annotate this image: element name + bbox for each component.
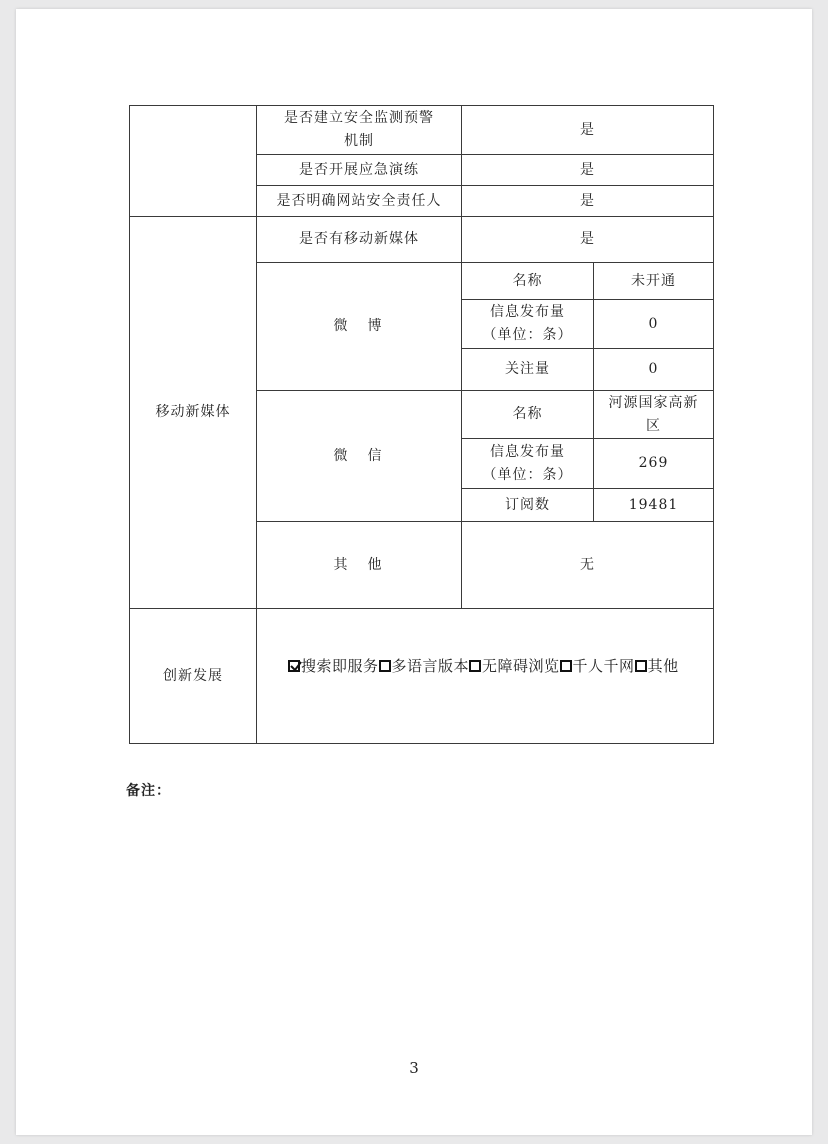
- innovation-options: [288, 655, 679, 676]
- wechat-name-value: 河源国家高新 区: [608, 394, 699, 434]
- weibo-posts-label: 信息发布量 （单位：条）: [482, 304, 573, 343]
- monitoring-value: 是: [580, 121, 595, 138]
- option-label: 多语言版本: [391, 657, 470, 675]
- weibo-followers-label: 关注量: [505, 361, 550, 377]
- option-personalized[interactable]: [560, 655, 635, 676]
- option-other[interactable]: [635, 655, 679, 676]
- other-label: 其 他: [333, 556, 385, 573]
- page-number: 3: [409, 1059, 419, 1077]
- wechat-posts-label: 信息发布量 （单位：条）: [482, 443, 573, 483]
- note-label: 备注：: [126, 783, 171, 799]
- wechat-subscribers-value: 19481: [628, 496, 679, 513]
- checkbox-icon[interactable]: [560, 660, 572, 672]
- checkbox-icon[interactable]: [379, 660, 391, 672]
- weibo-posts-value: 0: [648, 315, 659, 332]
- drill-label: 是否开展应急演练: [299, 161, 419, 178]
- checked-checkbox-icon[interactable]: [288, 660, 300, 672]
- other-value: 无: [580, 556, 595, 573]
- has-mobile-value: 是: [580, 231, 595, 247]
- option-accessibility[interactable]: [469, 655, 560, 676]
- mobile-media-section-label: 移动新媒体: [155, 404, 231, 420]
- checkbox-icon[interactable]: [469, 660, 481, 672]
- weibo-followers-value: 0: [648, 361, 659, 377]
- weibo-name-value: 未开通: [631, 272, 676, 289]
- has-mobile-label: 是否有移动新媒体: [299, 231, 419, 247]
- option-label: 搜索即服务: [301, 657, 379, 675]
- option-multilingual[interactable]: [379, 655, 470, 676]
- responsible-value: 是: [580, 192, 595, 209]
- option-label: 千人千网: [572, 657, 635, 675]
- wechat-subscribers-label: 订阅数: [505, 496, 550, 513]
- wechat-name-label: 名称: [512, 406, 543, 422]
- responsible-label: 是否明确网站安全责任人: [276, 192, 442, 209]
- wechat-label: 微 信: [333, 447, 385, 464]
- weibo-name-label: 名称: [512, 272, 543, 289]
- wechat-posts-value: 269: [638, 455, 669, 471]
- option-label: 其他: [647, 657, 679, 675]
- weibo-label: 微 博: [333, 318, 385, 334]
- table-border-bottom: [129, 743, 714, 744]
- monitoring-label: 是否建立安全监测预警 机制: [284, 110, 434, 149]
- option-label: 无障碍浏览: [482, 657, 560, 675]
- checkbox-icon[interactable]: [635, 660, 647, 672]
- option-search-service[interactable]: [288, 655, 379, 676]
- innovation-label: 创新发展: [163, 667, 223, 684]
- drill-value: 是: [580, 161, 595, 178]
- table-border-right: [713, 105, 714, 744]
